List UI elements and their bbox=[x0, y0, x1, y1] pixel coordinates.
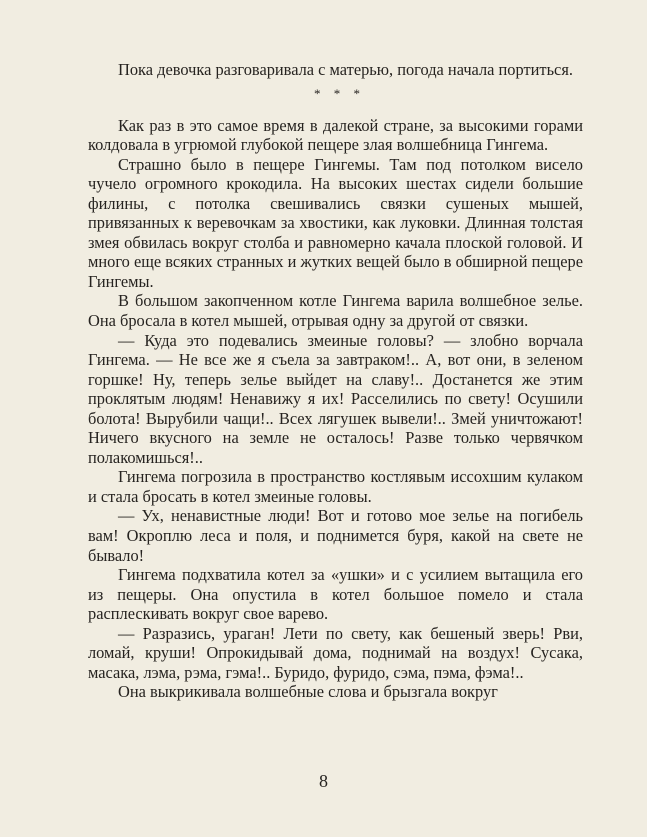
paragraph: Гингема погрозила в пространство костлявым иссохшим кулаком и стала бросать в котел змеиные головы. bbox=[88, 467, 583, 506]
section-separator: * * * bbox=[314, 85, 365, 101]
paragraph: — Куда это подевались змеиные головы? — злобно ворчала Гингема. — Не все же я съела за завтраком!.. А, вот они, в зеленом горшке! Ну, теперь зелье выйдет на славу!.. Достанется же этим проклятым людям! Ненавижу я их! Расселились по свету! Осушили болота! Вырубили чащи!.. Всех лягушек вывели!.. Змей уничтожают! Ничего вкусного на земле не осталось! Разве только червячком полакомишься!.. bbox=[88, 330, 583, 467]
paragraph: Страшно было в пещере Гингемы. Там под потолком висело чучело огромного крокодила. На высоких шестах сидели большие филины, с потолка свешивались связки сушеных мышей, привязанных к веревочкам за хвостики, как луковки. Длинная толстая змея обвилась вокруг столба и равномерно качала плоской головой. И много еще всяких странных и жутких вещей было в обширной пещере Гингемы. bbox=[88, 154, 583, 291]
paragraph: — Разразись, ураган! Лети по свету, как бешеный зверь! Рви, ломай, круши! Опрокидывай дома, поднимай на воздух! Сусака, масака, лэма, рэма, гэма!.. Буридо, фуридо, сэма, пэма, фэма!.. bbox=[88, 623, 583, 682]
paragraph: — Ух, ненавистные люди! Вот и готово мое зелье на погибель вам! Окроплю леса и поля, и поднимется буря, какой на свете не бывало! bbox=[88, 506, 583, 565]
paragraph: В большом закопченном котле Гингема варила волшебное зелье. Она бросала в котел мышей, отрывая одну за другой от связки. bbox=[88, 291, 583, 331]
paragraph: Гингема подхватила котел за «ушки» и с усилием вытащила его из пещеры. Она опустила в котел большое помело и стала расплескивать вокруг свое варево. bbox=[88, 565, 583, 624]
page-text bbox=[88, 60, 583, 702]
paragraph: Как раз в это самое время в далекой стране, за высокими горами колдовала в угрюмой глубокой пещере злая волшебница Гингема. bbox=[88, 115, 583, 155]
opening-paragraph: Пока девочка разговаривала с матерью, погода начала портиться. bbox=[118, 60, 573, 79]
paragraph: Она выкрикивала волшебные слова и брызгала вокруг bbox=[118, 682, 498, 702]
page-number: 8 bbox=[319, 771, 328, 791]
